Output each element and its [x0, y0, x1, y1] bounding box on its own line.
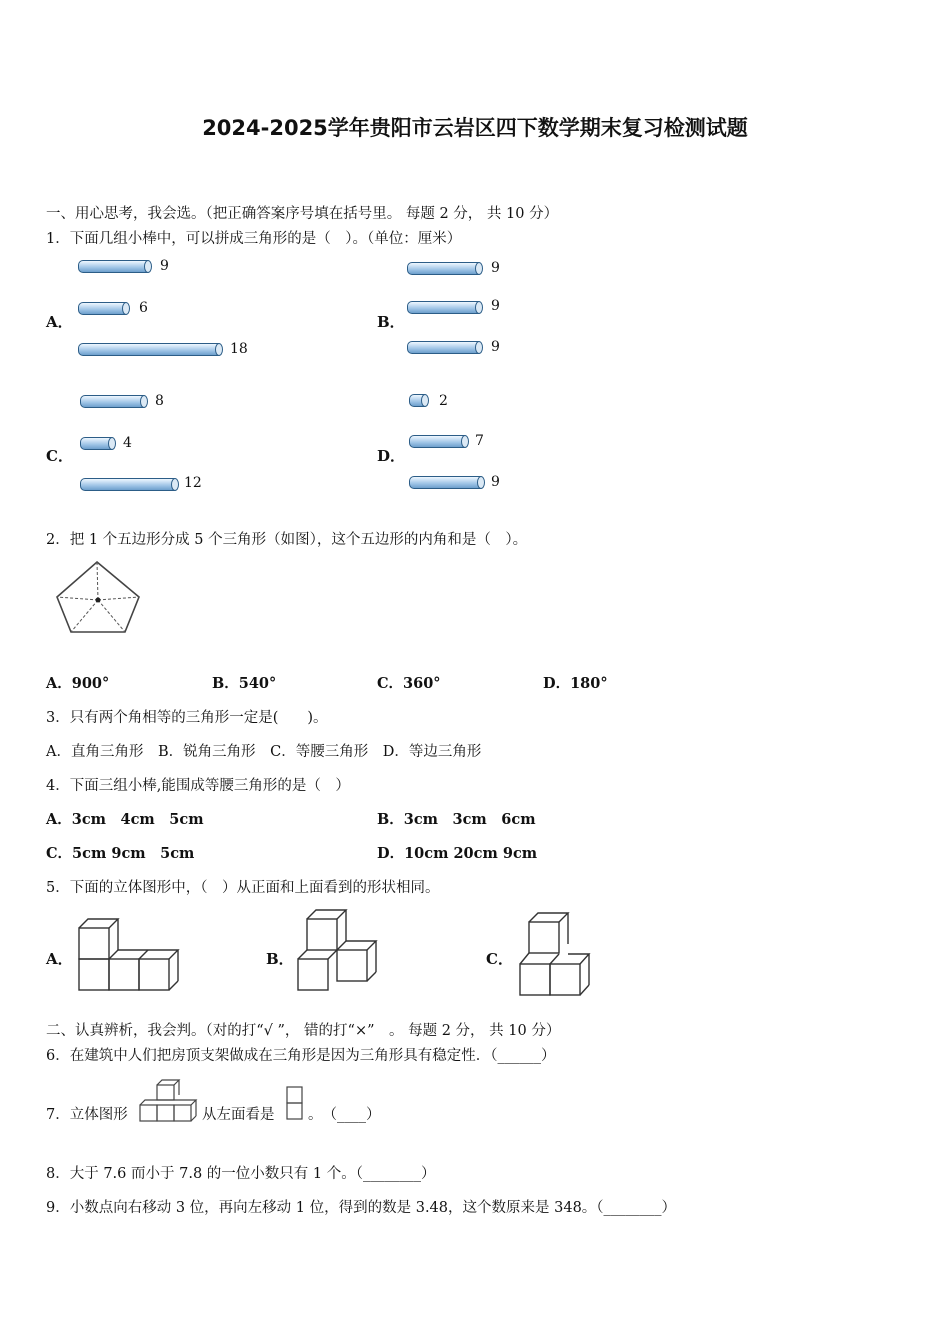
question-7-suffix: 。 （____） [308, 1107, 381, 1123]
cube-figure-a [78, 917, 184, 993]
pentagon-figure [55, 560, 145, 636]
question-5-text: 5．下面的立体图形中，（ ）从正面和上面看到的形状相同。 [46, 880, 440, 896]
q2-option-a[interactable]: A．900° [46, 675, 110, 692]
question-7-middle: 从左面看是 [202, 1107, 275, 1123]
stick-c2-length: 4 [123, 435, 132, 451]
q2-option-d[interactable]: D．180° [543, 675, 608, 692]
page-title: 2024-2025学年贵阳市云岩区四下数学期末复习检测试题 [202, 116, 748, 140]
q7-left-view-figure [286, 1086, 304, 1122]
stick-b2 [407, 301, 481, 314]
stick-b1 [407, 262, 481, 275]
stick-a3-length: 18 [230, 341, 248, 357]
q1-option-c-label[interactable]: C． [46, 447, 73, 465]
cube-figure-c [518, 912, 596, 998]
q1-option-d-label[interactable]: D． [377, 447, 406, 465]
stick-d3 [409, 476, 483, 489]
q4-option-b[interactable]: B．3cm 3cm 6cm [377, 811, 536, 828]
q4-option-a[interactable]: A．3cm 4cm 5cm [46, 811, 204, 828]
question-6-text: 6．在建筑中人们把房顶支架做成在三角形是因为三角形具有稳定性．（______） [46, 1048, 556, 1064]
q4-option-d[interactable]: D．10cm 20cm 9cm [377, 845, 538, 862]
stick-b1-length: 9 [491, 260, 500, 276]
stick-b2-length: 9 [491, 298, 500, 314]
stick-d2 [409, 435, 467, 448]
q5-option-b-label[interactable]: B． [266, 950, 294, 968]
stick-c1-length: 8 [155, 393, 164, 409]
stick-b3 [407, 341, 481, 354]
question-2-text: 2．把 1 个五边形分成 5 个三角形（如图），这个五边形的内角和是（ ）。 [46, 532, 528, 548]
question-1-text: 1．下面几组小棒中，可以拼成三角形的是（ ）。（单位：厘米） [46, 231, 462, 247]
q2-option-c[interactable]: C．360° [377, 675, 441, 692]
stick-d1 [409, 394, 427, 407]
cube-figure-b [297, 909, 381, 993]
q1-option-a-label[interactable]: A． [46, 313, 73, 331]
stick-c2 [80, 437, 114, 450]
stick-d1-length: 2 [439, 393, 448, 409]
stick-a2 [78, 302, 128, 315]
stick-c1 [80, 395, 146, 408]
q3-options[interactable]: A．直角三角形 B．锐角三角形 C．等腰三角形 D．等边三角形 [46, 744, 482, 760]
q7-solid-figure [138, 1079, 202, 1123]
question-3-text: 3．只有两个角相等的三角形一定是( )。 [46, 710, 328, 726]
stick-a1 [78, 260, 150, 273]
section-2-heading: 二、认真辨析，我会判。（对的打“√ ”， 错的打“×” 。 每题 2 分， 共 10 分） [46, 1023, 561, 1039]
q5-option-c-label[interactable]: C． [486, 950, 513, 968]
q1-option-b-label[interactable]: B． [377, 313, 405, 331]
question-4-text: 4．下面三组小棒,能围成等腰三角形的是（ ） [46, 778, 350, 794]
q5-option-a-label[interactable]: A． [46, 950, 73, 968]
stick-d2-length: 7 [475, 433, 484, 449]
question-7-prefix: 7．立体图形 [46, 1107, 128, 1123]
stick-b3-length: 9 [491, 339, 500, 355]
question-8-text: 8．大于 7.6 而小于 7.8 的一位小数只有 1 个。（________） [46, 1166, 436, 1182]
section-1-heading: 一、用心思考，我会选。（把正确答案序号填在括号里。 每题 2 分， 共 10 分） [46, 206, 559, 222]
stick-a1-length: 9 [160, 258, 169, 274]
q2-option-b[interactable]: B．540° [212, 675, 277, 692]
stick-a2-length: 6 [139, 300, 148, 316]
q4-option-c[interactable]: C．5cm 9cm 5cm [46, 845, 195, 862]
question-9-text: 9．小数点向右移动 3 位，再向左移动 1 位，得到的数是 3.48，这个数原来是 348。（________） [46, 1200, 677, 1216]
stick-d3-length: 9 [491, 474, 500, 490]
stick-a3 [78, 343, 221, 356]
stick-c3-length: 12 [184, 475, 202, 491]
stick-c3 [80, 478, 177, 491]
